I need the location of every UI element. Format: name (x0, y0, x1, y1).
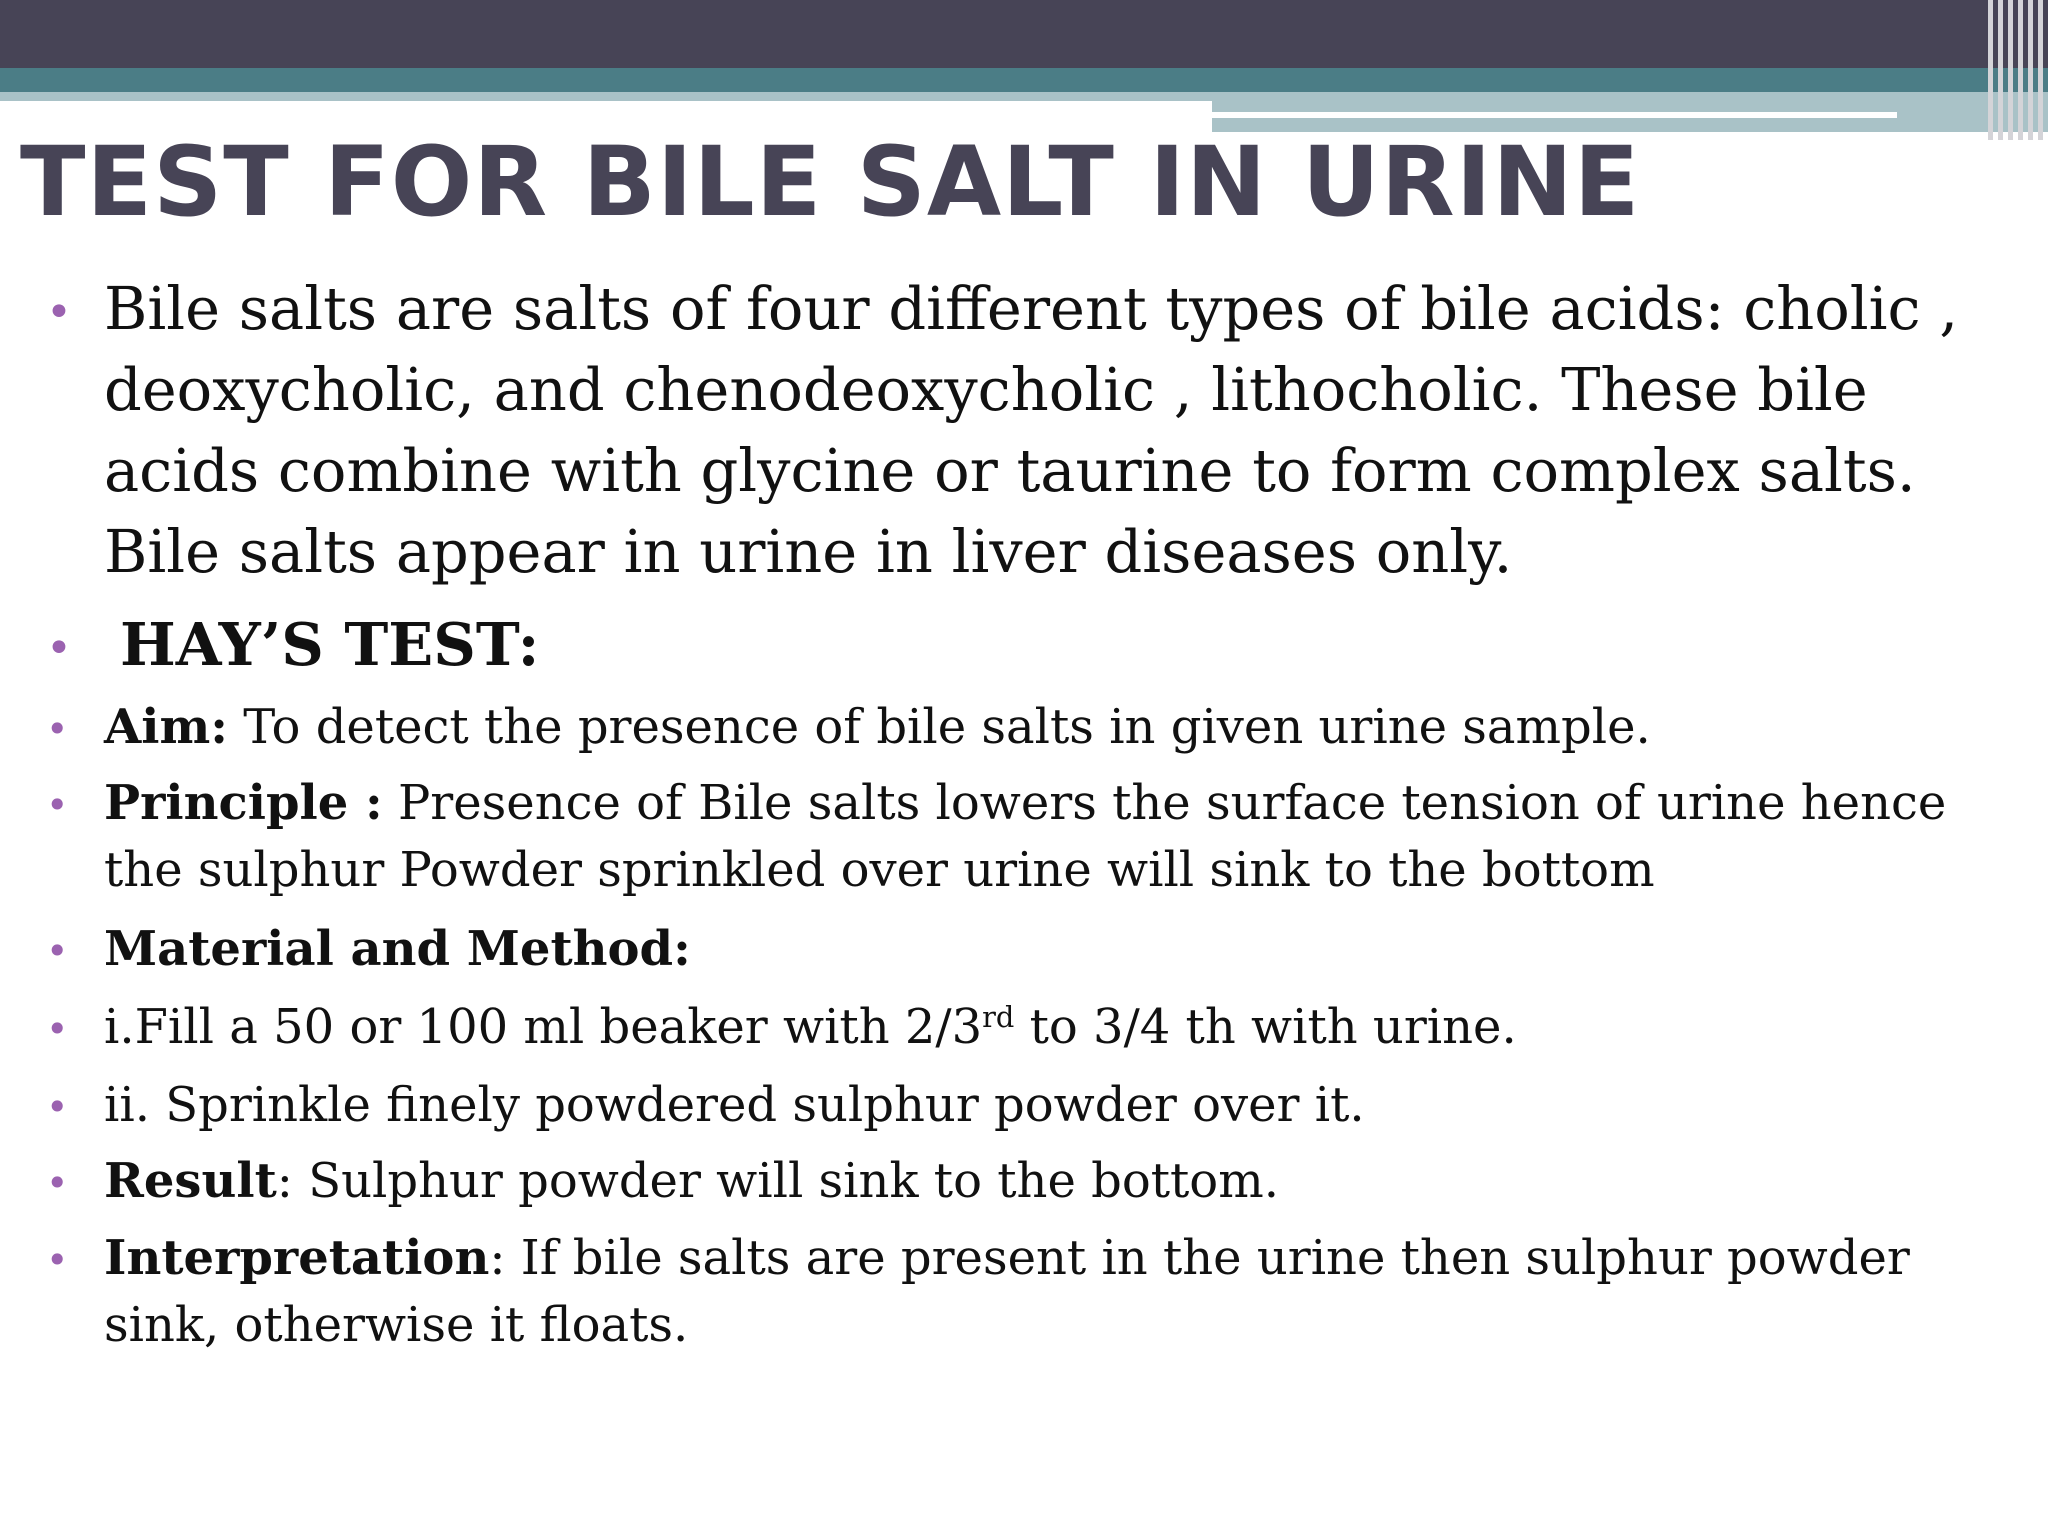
slide-title: TEST FOR BILE SALT IN URINE (20, 126, 1641, 238)
bullet-intro-text: Bile salts are salts of four different types of bile acids: cholic , deoxycholic, and chenodeoxycholic , lithocholic. These bile acids combine with glycine or taurine to form complex salts. Bile salts appear in urine in liver diseases only. (104, 274, 1959, 586)
step-1-text-end: to 3/4 th with urine. (1014, 999, 1517, 1055)
corner-stripe (2018, 0, 2023, 140)
step-1-superscript: rd (982, 1000, 1015, 1035)
header-dark-bar (0, 0, 2048, 68)
result-label: Result (104, 1153, 277, 1209)
corner-stripe (2028, 0, 2033, 140)
corner-stripe (1988, 0, 1993, 140)
step-2-text: ii. Sprinkle finely powdered sulphur powder over it. (104, 1077, 1365, 1133)
corner-stripe (2008, 0, 2013, 140)
bullet-marker: • (46, 783, 69, 827)
bullet-marker: • (46, 1161, 69, 1205)
interpretation-text: : If bile salts are present in the urine then sulphur powder sink, otherwise it floats. (104, 1230, 1910, 1353)
aim-label: Aim: (104, 699, 228, 755)
aim-text: To detect the presence of bile salts in given urine sample. (227, 699, 1651, 755)
corner-stripe (2038, 0, 2043, 140)
interpretation-label: Interpretation (104, 1230, 490, 1286)
bullet-marker: • (46, 707, 69, 751)
header-white-line (1212, 112, 1897, 118)
bullet-marker: • (46, 623, 72, 674)
principle-label: Principle : (104, 775, 383, 831)
bullet-marker: • (46, 1238, 69, 1282)
bullet-marker: • (46, 1007, 69, 1051)
result-text: : Sulphur powder will sink to the bottom. (276, 1153, 1279, 1209)
principle-text: Presence of Bile salts lowers the surface tension of urine hence the sulphur Powder sprinkled over urine will sink to the bottom (104, 775, 1947, 898)
corner-stripe (1998, 0, 2003, 140)
bullet-marker: • (46, 929, 69, 973)
header-light-band (0, 92, 1212, 101)
material-method-label: Material and Method: (104, 921, 691, 977)
bullet-marker: • (46, 287, 72, 338)
step-1-text: i.Fill a 50 or 100 ml beaker with 2/3 (104, 999, 983, 1055)
hays-test-heading: HAY’S TEST: (120, 610, 540, 679)
header-teal-band (0, 68, 2048, 92)
bullet-marker: • (46, 1085, 69, 1129)
